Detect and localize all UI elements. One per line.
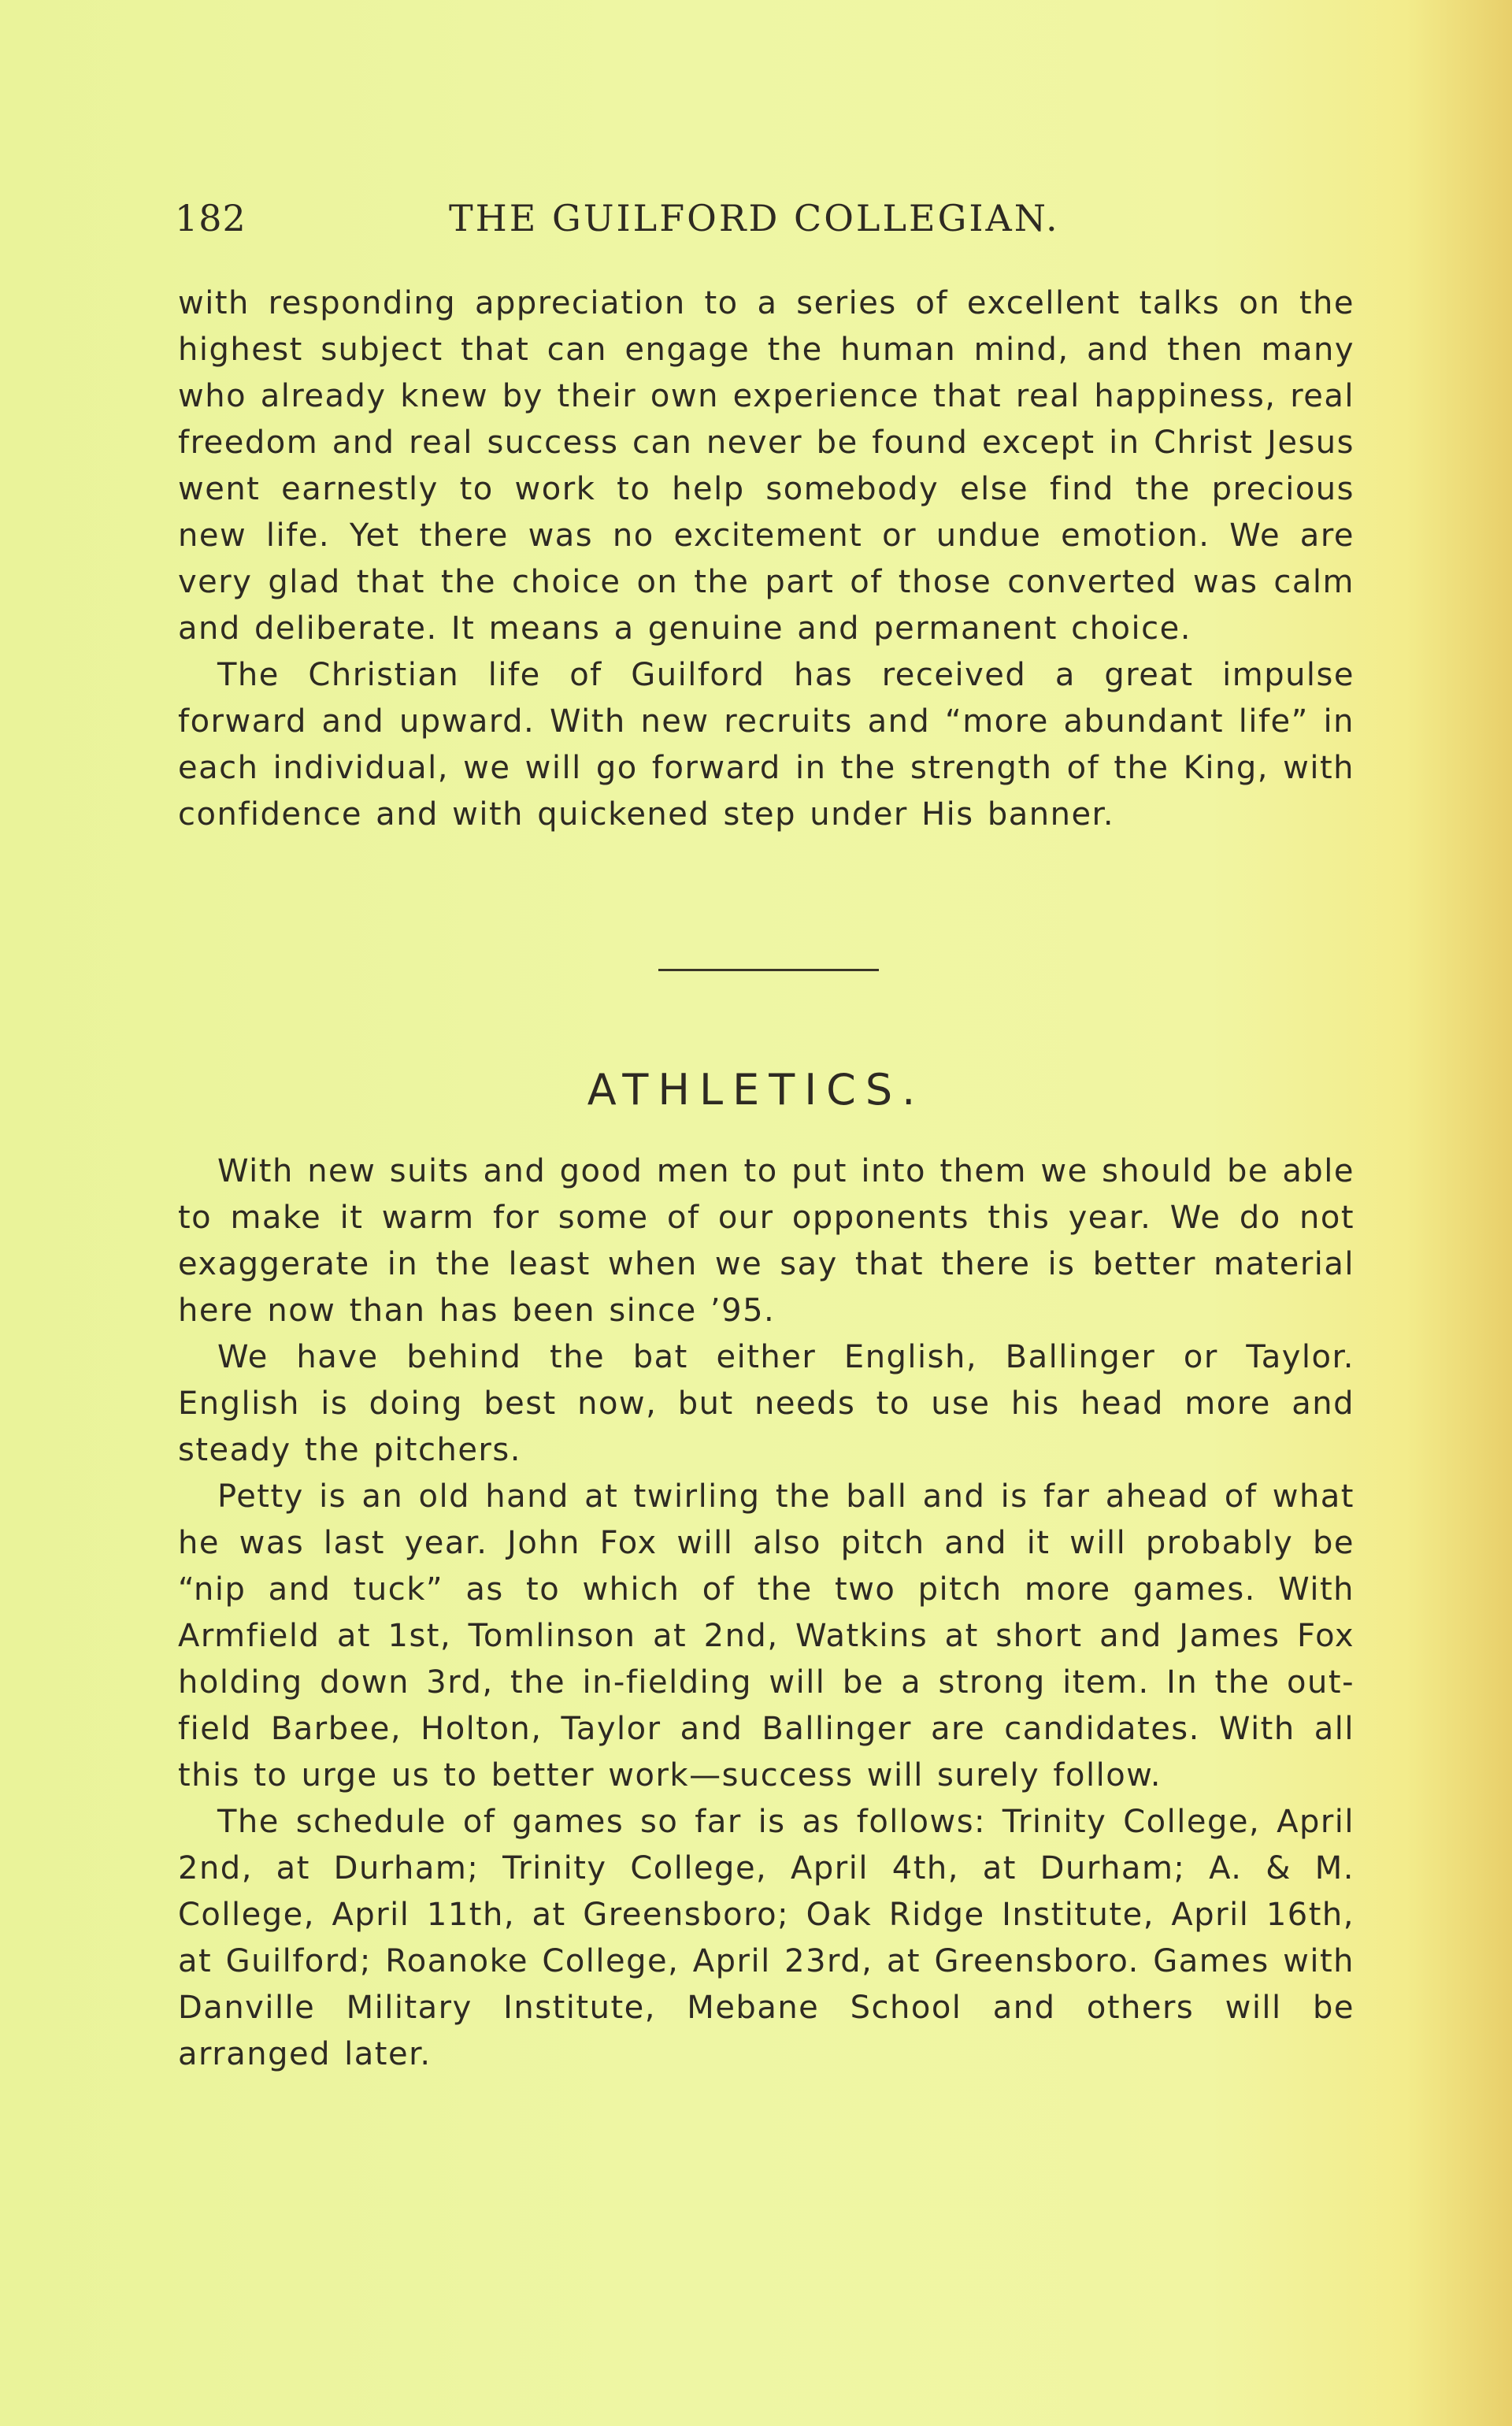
section-title: ATHLETICS. — [587, 1065, 925, 1115]
page-number: 182 — [175, 197, 246, 239]
paragraph: The Christian life of Guilford has received a great impulse forward and upward. With new recruits and “more abundant life” in each individual, we will go forward in the strength of the King, with confidence and with quickened step under His banner. — [178, 657, 1354, 833]
section-divider — [658, 969, 879, 971]
paragraph: The schedule of games so far is as follows: Trinity College, April 2nd, at Durham; Trinity College, April 4th, at Durham; A. & M. College, April 11th, at Greensboro; Oak Ridge Institute, April 16th, at Guilford; Roanoke College, April 23rd, at Greensboro. Games with Danville Military Institute, Mebane School and others will be arranged later. — [178, 1804, 1354, 2072]
paragraph: Petty is an old hand at twirling the ball and is far ahead of what he was last year. John Fox will also pitch and it will probably be “nip and tuck” as to which of the two pitch more games. With Armfield at 1st, Tomlinson at 2nd, Watkins at short and James Fox holding down 3rd, the in-fielding will be a strong item. In the out-field Barbee, Holton, Taylor and Ballinger are candidates. With all this to urge us to better work—success will surely follow. — [178, 1478, 1354, 1794]
continued-article — [178, 280, 1354, 838]
page-header — [175, 197, 1088, 252]
paragraph: with responding appreciation to a series of excellent talks on the highest subject that can engage the human mind, and then many who already knew by their own experience that real happiness, real freedom and real success can never be found except in Christ Jesus went earnestly to work to help somebody else find the precious new life. Yet there was no excitement or undue emotion. We are very glad that the choice on the part of those converted was calm and deliberate. It means a genuine and permanent choice. — [178, 285, 1354, 647]
athletics-article — [178, 1148, 1354, 2078]
running-title: THE GUILFORD COLLEGIAN. — [449, 197, 1060, 239]
paragraph: We have behind the bat either English, Ballinger or Taylor. English is doing best now, but needs to use his head more and steady the pitchers. — [178, 1339, 1354, 1468]
paragraph: With new suits and good men to put into them we should be able to make it warm for some of our opponents this year. We do not exaggerate in the least when we say that there is better material here now than has been since ’95. — [178, 1153, 1354, 1329]
